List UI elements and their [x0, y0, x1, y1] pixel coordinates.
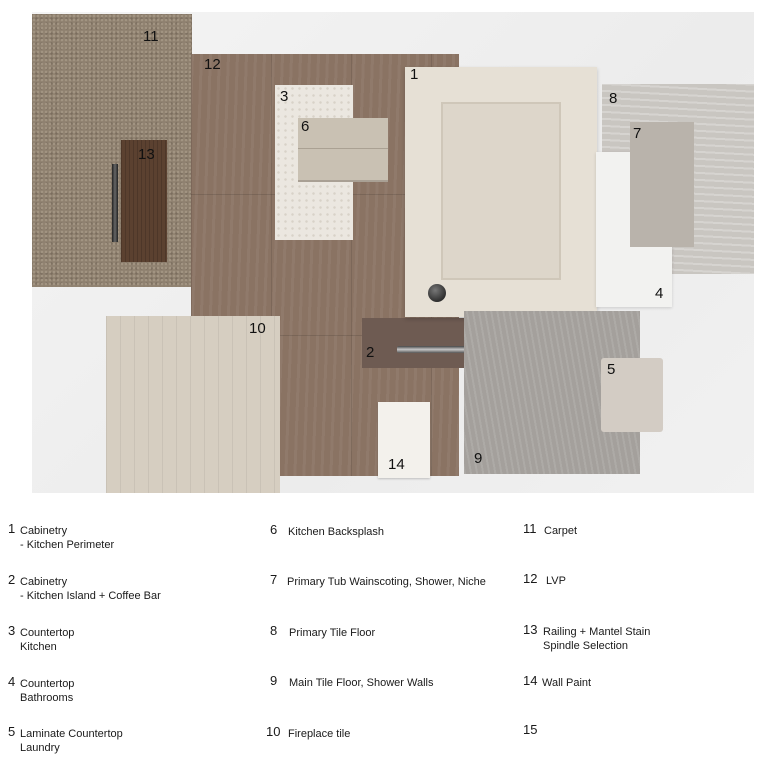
spindle-sample [112, 164, 118, 242]
board-label-12: 12 [204, 56, 221, 73]
board-label-11: 11 [143, 28, 159, 45]
board-label-3: 3 [280, 88, 289, 105]
fireplace-tile-swatch [106, 316, 280, 493]
board-label-8: 8 [609, 90, 618, 107]
board-label-9: 9 [474, 450, 483, 467]
board-label-10: 10 [249, 320, 266, 337]
board-label-7: 7 [633, 125, 642, 142]
board-label-4: 4 [655, 285, 664, 302]
carpet-swatch [32, 14, 192, 287]
backsplash-grout-line [298, 148, 388, 149]
perimeter-cabinet-panel [441, 102, 561, 280]
board-label-6: 6 [301, 118, 310, 135]
board-label-5: 5 [607, 361, 616, 378]
cabinet-knob [428, 284, 446, 302]
board-label-14: 14 [388, 456, 405, 473]
board-label-13: 13 [138, 146, 155, 163]
board-label-2: 2 [366, 344, 375, 361]
board-label-1: 1 [410, 66, 419, 83]
kitchen-backsplash-swatch [298, 118, 388, 182]
material-board [32, 12, 754, 493]
